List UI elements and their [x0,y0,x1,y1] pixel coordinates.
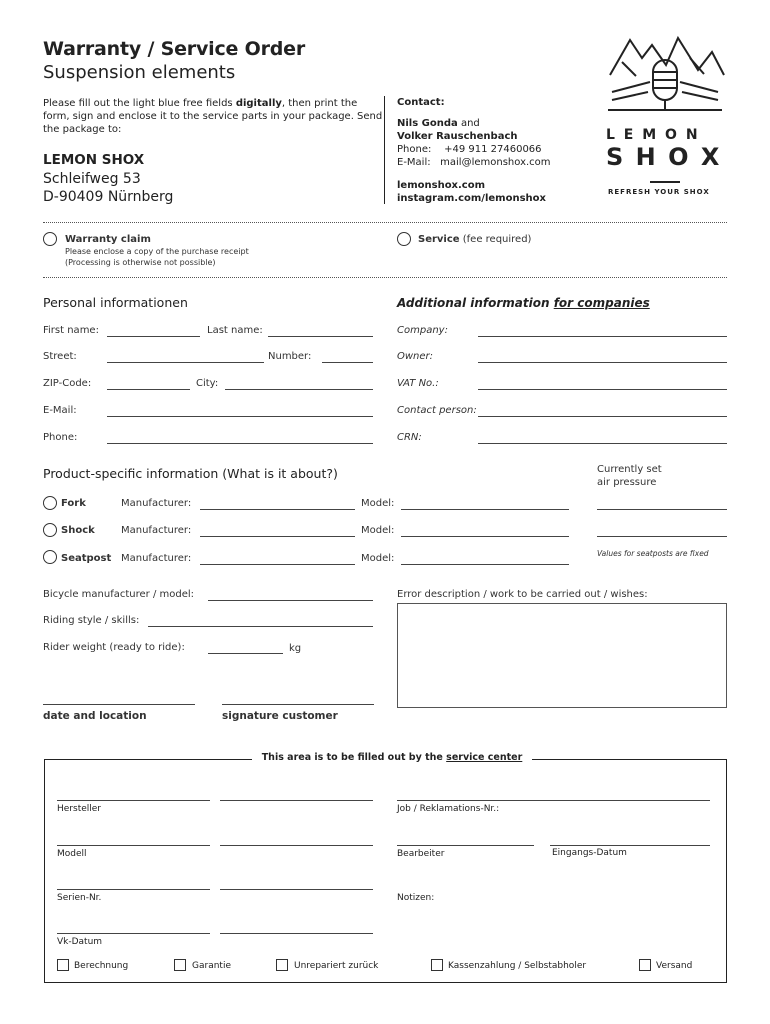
vk-label: Vk-Datum [57,937,103,947]
model-label: Model: [361,498,395,509]
seatpost-note: Values for seatposts are fixed [597,549,709,558]
date-label: date and location [43,710,147,722]
contact-person2: Volker Rauschenbach [397,131,518,142]
error-textarea[interactable] [397,603,727,708]
manufacturer-label: Manufacturer: [121,525,192,536]
eingang-label: Eingangs-Datum [552,848,627,858]
serien-field[interactable] [57,889,210,890]
service-center-box [44,759,727,983]
product-heading: Product-specific information (What is it about?) [43,466,338,481]
signature-field[interactable] [222,704,374,705]
berechnung-label: Berechnung [74,961,129,971]
fork-radio[interactable] [43,496,57,510]
first-name-label: First name: [43,325,99,336]
owner-field[interactable] [478,362,727,363]
berechnung-checkbox[interactable] [57,959,69,971]
garantie-checkbox[interactable] [174,959,186,971]
warranty-note: Please enclose a copy of the purchase receipt [65,247,249,256]
model-label: Model: [361,553,395,564]
pressure-label: Currently set [597,464,662,475]
hersteller-label: Hersteller [57,804,101,814]
contact-instagram[interactable]: instagram.com/lemonshox [397,193,546,204]
phone-field[interactable] [107,443,373,444]
city-field[interactable] [225,389,373,390]
zip-label: ZIP-Code: [43,378,92,389]
model-label: Model: [361,525,395,536]
logo-tagline: REFRESH YOUR SHOX [608,188,710,196]
logo-word-shox: S H O X [606,143,722,171]
shock-model-field[interactable] [401,536,569,537]
garantie-label: Garantie [192,961,231,971]
address-street: Schleifweg 53 [43,171,141,187]
separator [43,222,727,223]
owner-label: Owner: [397,351,434,362]
unrepariert-label: Unrepariert zurück [294,961,379,971]
weight-label: Rider weight (ready to ride): [43,642,185,653]
shock-radio[interactable] [43,523,57,537]
bike-manufacturer-label: Bicycle manufacturer / model: [43,589,195,600]
serien-field-2[interactable] [220,889,373,890]
modell-field-2[interactable] [220,845,373,846]
service-radio[interactable] [397,232,411,246]
service-label: Service (fee required) [418,234,532,245]
vat-field[interactable] [478,389,727,390]
address-company: LEMON SHOX [43,152,145,168]
shock-pressure-field[interactable] [597,536,727,537]
number-label: Number: [268,351,312,362]
manufacturer-label: Manufacturer: [121,498,192,509]
hersteller-field[interactable] [57,800,210,801]
seatpost-model-field[interactable] [401,564,569,565]
contact-person-label: Contact person: [397,405,477,416]
kassenzahlung-label: Kassenzahlung / Selbstabholer [448,961,587,971]
zip-field[interactable] [107,389,190,390]
street-label: Street: [43,351,77,362]
company-label: Company: [397,325,448,336]
lemon-shox-logo [600,30,730,202]
manufacturer-label: Manufacturer: [121,553,192,564]
fork-manufacturer-field[interactable] [200,509,355,510]
modell-field[interactable] [57,845,210,846]
email-field[interactable] [107,416,373,417]
riding-field[interactable] [148,626,373,627]
seatpost-label: Seatpost [61,553,112,564]
hersteller-field-2[interactable] [220,800,373,801]
street-field[interactable] [107,362,264,363]
shock-manufacturer-field[interactable] [200,536,355,537]
personal-heading: Personal informationen [43,295,188,310]
modell-label: Modell [57,849,87,859]
service-center-title: This area is to be filled out by the service center [252,752,532,763]
separator [43,277,727,278]
pressure-label: air pressure [597,477,657,488]
riding-label: Riding style / skills: [43,615,140,626]
warranty-note: (Processing is otherwise not possible) [65,258,216,267]
intro-text: Please fill out the light blue free fields digitally, then print the form, sign and enclose it to the service parts in your package. Send the package to: [43,98,383,135]
address-city: D-90409 Nürnberg [43,189,174,205]
vk-field-2[interactable] [220,933,373,934]
number-field[interactable] [322,362,373,363]
bearbeiter-field[interactable] [397,845,534,846]
weight-field[interactable] [208,653,283,654]
eingang-field[interactable] [550,845,710,846]
unrepariert-checkbox[interactable] [276,959,288,971]
email-label: E-Mail: [43,405,77,416]
crn-label: CRN: [397,432,422,443]
notizen-label: Notizen: [397,893,435,903]
fork-label: Fork [61,498,86,509]
contact-phone: Phone: +49 911 27460066 [397,144,542,155]
shock-label: Shock [61,525,95,536]
contact-email: E-Mail: mail@lemonshox.com [397,157,551,168]
company-field[interactable] [478,336,727,337]
crn-field[interactable] [478,443,727,444]
contact-heading: Contact: [397,97,445,108]
header-divider [384,96,385,204]
contact-web[interactable]: lemonshox.com [397,180,486,191]
error-label: Error description / work to be carried out / wishes: [397,589,648,600]
job-field[interactable] [397,800,710,801]
logo-word-lemon: L E M O N [606,127,700,143]
versand-label: Versand [656,961,693,971]
vk-field[interactable] [57,933,210,934]
bearbeiter-label: Bearbeiter [397,849,445,859]
contact-person1: Nils Gonda and [397,118,480,129]
kg-label: kg [289,643,302,654]
signature-label: signature customer [222,710,338,722]
contact-person-field[interactable] [478,416,727,417]
fork-model-field[interactable] [401,509,569,510]
kassenzahlung-checkbox[interactable] [431,959,443,971]
date-field[interactable] [43,704,195,705]
seatpost-manufacturer-field[interactable] [200,564,355,565]
bike-manufacturer-field[interactable] [208,600,373,601]
first-name-field[interactable] [107,336,200,337]
page-subtitle: Suspension elements [43,62,236,83]
versand-checkbox[interactable] [639,959,651,971]
vat-label: VAT No.: [397,378,439,389]
fork-pressure-field[interactable] [597,509,727,510]
last-name-field[interactable] [268,336,373,337]
serien-label: Serien-Nr. [57,893,102,903]
job-label: Job / Reklamations-Nr.: [397,804,500,814]
page-title: Warranty / Service Order [43,38,306,60]
last-name-label: Last name: [207,325,263,336]
city-label: City: [196,378,219,389]
warranty-radio[interactable] [43,232,57,246]
warranty-label: Warranty claim [65,234,151,245]
companies-heading: Additional information for companies [397,296,650,310]
seatpost-radio[interactable] [43,550,57,564]
phone-label: Phone: [43,432,78,443]
